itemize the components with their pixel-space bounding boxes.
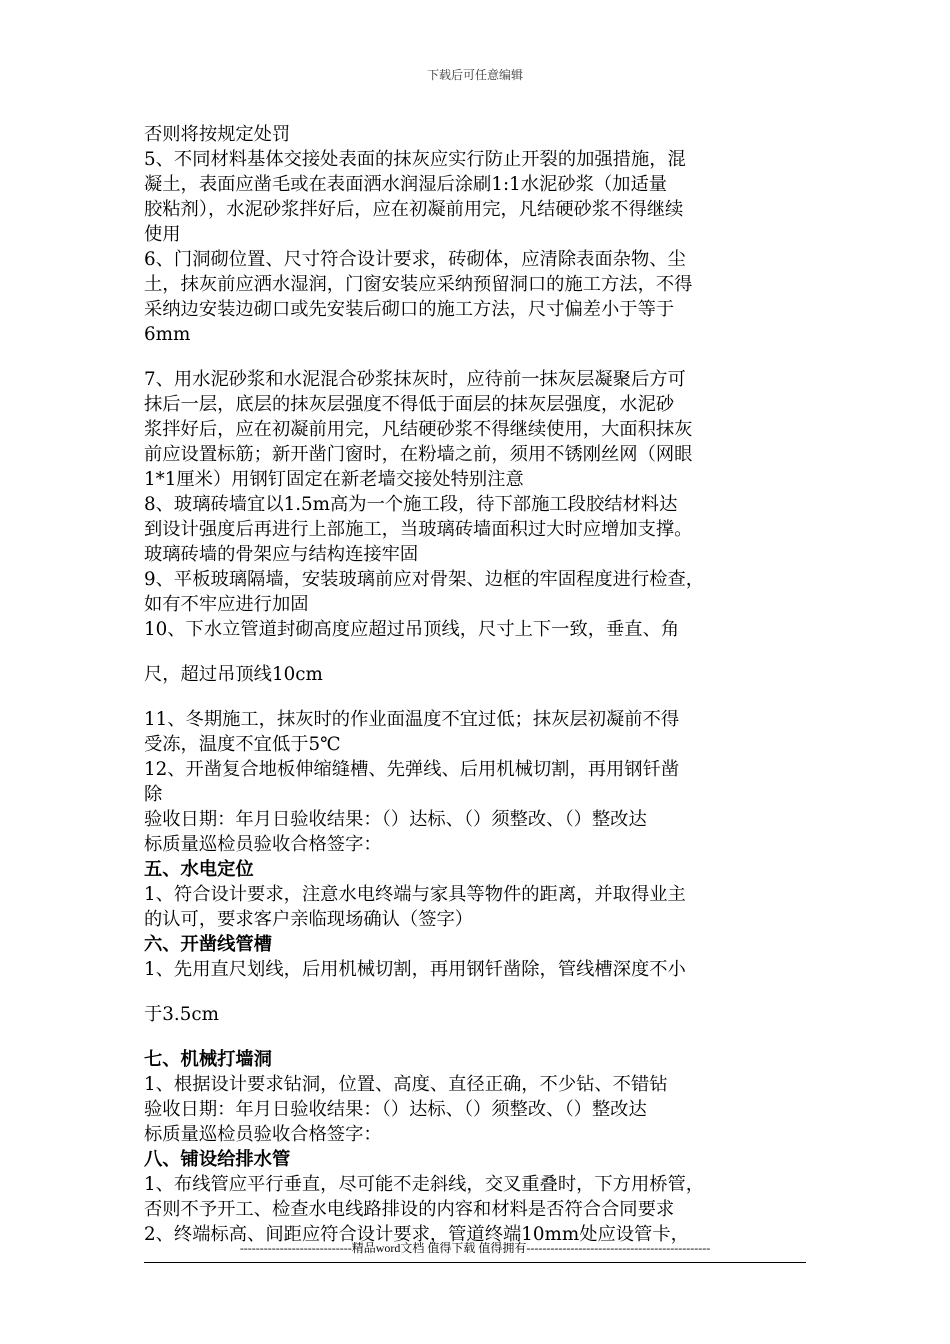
text-line: 6mm bbox=[144, 324, 191, 345]
text-line: 否则不予开工、检查水电线路排设的内容和材料是否符合合同要求 bbox=[144, 1199, 675, 1220]
text-line: 胶粘剂），水泥砂浆拌好后，应在初凝前用完，凡结硬砂浆不得继续 bbox=[144, 199, 684, 220]
text-line: 验收日期：年月日验收结果：（）达标、（）须整改、（）整改达 bbox=[144, 1099, 647, 1120]
document-body bbox=[144, 122, 806, 1247]
text-line: 否则将按规定处罚 bbox=[144, 124, 291, 145]
text-line: 使用 bbox=[144, 224, 181, 245]
text-line: 1、布线管应平行垂直，尽可能不走斜线，交叉重叠时，下方用桥管， bbox=[144, 1174, 705, 1195]
text-line: 6、门洞砌位置、尺寸符合设计要求，砖砌体，应清除表面杂物、尘 bbox=[144, 249, 686, 270]
text-line: 5、不同材料基体交接处表面的抹灰应实行防止开裂的加强措施，混 bbox=[144, 149, 686, 170]
text-line: 标质量巡检员验收合格签字： bbox=[144, 834, 382, 855]
text-line: 的认可，要求客户亲临现场确认（签字） bbox=[144, 909, 474, 930]
footer-divider bbox=[144, 1262, 806, 1263]
text-line: 土，抹灰前应洒水湿润，门窗安装应采纳预留洞口的施工方法，不得 bbox=[144, 274, 693, 295]
text-line: 于3.5cm bbox=[144, 1004, 219, 1025]
text-line: 受冻，温度不宜低于5℃ bbox=[144, 734, 341, 755]
text-line: 尺，超过吊顶线10cm bbox=[144, 664, 323, 685]
text-line: 10、下水立管道封砌高度应超过吊顶线，尺寸上下一致，垂直、角 bbox=[144, 619, 680, 640]
text-line: 11、冬期施工，抹灰时的作业面温度不宜过低；抹灰层初凝前不得 bbox=[144, 709, 680, 730]
text-line: 8、玻璃砖墙宜以1.5m高为一个施工段，待下部施工段胶结材料达 bbox=[144, 494, 678, 515]
text-line: 抹后一层，底层的抹灰层强度不得低于面层的抹灰层强度，水泥砂 bbox=[144, 394, 675, 415]
text-line: 到设计强度后再进行上部施工，当玻璃砖墙面积过大时应增加支撑。 bbox=[144, 519, 693, 540]
text-line: 1、根据设计要求钻洞，位置、高度、直径正确，不少钻、不错钻 bbox=[144, 1074, 668, 1095]
text-line: 验收日期：年月日验收结果：（）达标、（）须整改、（）整改达 bbox=[144, 809, 647, 830]
text-line: 1*1厘米）用钢钉固定在新老墙交接处特别注意 bbox=[144, 469, 524, 490]
text-line: 采纳边安装边砌口或先安装后砌口的施工方法，尺寸偏差小于等于 bbox=[144, 299, 675, 320]
page-header: 下载后可任意编辑 bbox=[426, 68, 523, 82]
section-heading: 七、机械打墙洞 bbox=[144, 1049, 272, 1070]
text-line: 如有不牢应进行加固 bbox=[144, 594, 309, 615]
text-line: 除 bbox=[144, 784, 163, 805]
text-line: 浆拌好后，应在初凝前用完，凡结硬砂浆不得继续使用，大面积抹灰 bbox=[144, 419, 693, 440]
page-footer: ----------------------------精品word文档 值得下载 值得拥有---------------------------------------------- bbox=[239, 1241, 711, 1255]
text-line: 1、符合设计要求，注意水电终端与家具等物件的距离，并取得业主 bbox=[144, 884, 686, 905]
text-line: 12、开凿复合地板伸缩缝槽、先弹线、后用机械切割，再用钢钎凿 bbox=[144, 759, 680, 780]
section-heading: 八、铺设给排水管 bbox=[144, 1149, 291, 1170]
text-line: 凝土，表面应凿毛或在表面洒水润湿后涂刷1:1水泥砂浆（加适量 bbox=[144, 174, 668, 195]
text-line: 2、终端标高、间距应符合设计要求，管道终端10mm处应设管卡， bbox=[144, 1224, 689, 1245]
section-heading: 五、水电定位 bbox=[144, 859, 254, 880]
text-line: 9、平板玻璃隔墙，安装玻璃前应对骨架、边框的牢固程度进行检查， bbox=[144, 569, 705, 590]
text-line: 玻璃砖墙的骨架应与结构连接牢固 bbox=[144, 544, 419, 565]
text-line: 标质量巡检员验收合格签字： bbox=[144, 1124, 382, 1145]
text-line: 前应设置标筋；新开凿门窗时，在粉墙之前，须用不锈刚丝网（网眼 bbox=[144, 444, 693, 465]
section-heading: 六、开凿线管槽 bbox=[144, 934, 272, 955]
text-line: 1、先用直尺划线，后用机械切割，再用钢钎凿除，管线槽深度不小 bbox=[144, 959, 686, 980]
text-line: 7、用水泥砂浆和水泥混合砂浆抹灰时，应待前一抹灰层凝聚后方可 bbox=[144, 369, 686, 390]
